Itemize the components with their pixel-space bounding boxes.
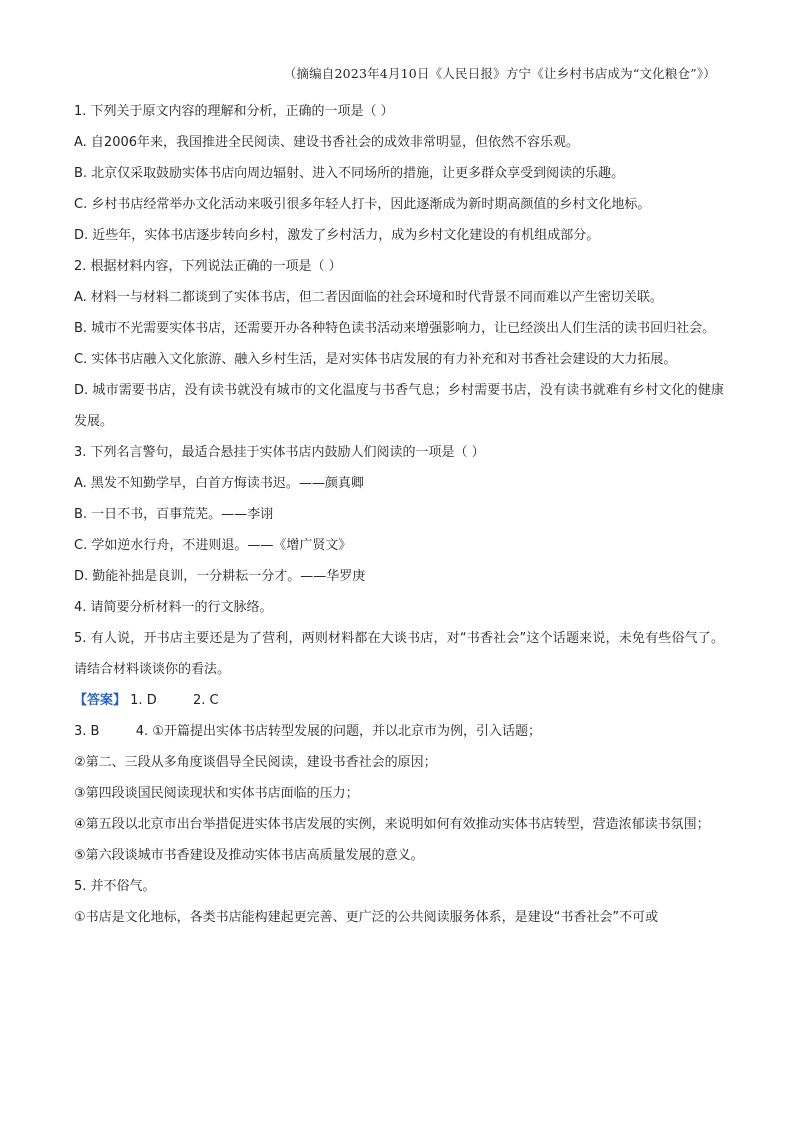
q1-option-b: B. 北京仅采取鼓励实体书店向周边辐射、进入不同场所的措施，让更多群众享受到阅读的乐趣。 xyxy=(74,166,625,181)
q2-option-c: C. 实体书店融入文化旅游、融入乡村生活，是对实体书店发展的有力补充和对书香社会建设的大力拓展。 xyxy=(74,352,677,367)
answer-4-point-4: ④第五段以北京市出台举措促进实体书店发展的实例，来说明如何有效推动实体书店转型，营造浓郁读书氛围； xyxy=(74,817,710,832)
q2-option-b: B. 城市不光需要实体书店，还需要开办各种特色读书活动来增强影响力，让已经淡出人们生活的读书回归社会。 xyxy=(74,321,716,336)
source-citation: （摘编自2023年4月10日《人民日报》方宁《让乡村书店成为“文化粮仓”》） xyxy=(283,66,716,81)
q1-stem: 1. 下列关于原文内容的理解和分析，正确的一项是（ ） xyxy=(74,104,394,119)
q2-stem: 2. 根据材料内容，下列说法正确的一项是（ ） xyxy=(74,259,342,274)
q3-option-d: D. 勤能补拙是良训，一分耕耘一分才。——华罗庚 xyxy=(74,569,366,584)
answer-4-point-5: ⑤第六段谈城市书香建设及推动实体书店高质量发展的意义。 xyxy=(74,848,424,863)
q1-option-d: D. 近些年，实体书店逐步转向乡村，激发了乡村活力，成为乡村文化建设的有机组成部分。 xyxy=(74,228,600,243)
answer-4-point-3: ③第四段谈国民阅读现状和实体书店面临的压力； xyxy=(74,786,359,801)
answer-line-2 xyxy=(74,716,724,747)
q3-option-c: C. 学如逆水行舟，不进则退。——《增广贤文》 xyxy=(74,538,352,553)
q3-stem: 3. 下列名言警句，最适合悬挂于实体书店内鼓励人们阅读的一项是（ ） xyxy=(74,445,485,460)
q5-stem: 5. 有人说，开书店主要还是为了营利，两则材料都在大谈书店，对“书香社会”这个话题来说，未免有些俗气了。请结合材料谈谈你的看法。 xyxy=(74,631,724,677)
q4-stem: 4. 请简要分析材料一的行文脉络。 xyxy=(74,600,273,615)
q3-option-b: B. 一日不书，百事荒芜。——李诩 xyxy=(74,507,274,522)
answer-1: 1. D xyxy=(130,693,157,708)
answer-tag: 【答案】 xyxy=(74,693,127,708)
q3-option-a: A. 黑发不知勤学早，白首方悔读书迟。——颜真卿 xyxy=(74,476,364,491)
answer-5-head: 5. 并不俗气。 xyxy=(74,879,156,894)
answer-3: 3. B xyxy=(74,724,100,739)
q2-option-d: D. 城市需要书店，没有读书就没有城市的文化温度与书香气息；乡村需要书店，没有读书就难有乡村文化的健康发展。 xyxy=(74,383,724,429)
q1-option-a: A. 自2006年来，我国推进全民阅读、建设书香社会的成效非常明显，但依然不容乐观。 xyxy=(74,135,580,150)
answer-2: 2. C xyxy=(192,693,219,708)
answer-line-1 xyxy=(74,685,724,716)
question-content xyxy=(74,96,724,933)
answer-5-point-1: ①书店是文化地标，各类书店能构建起更完善、更广泛的公共阅读服务体系，是建设“书香社会”不可或 xyxy=(74,910,659,925)
answer-4-head: 4. ①开篇提出实体书店转型发展的问题，并以北京市为例，引入话题； xyxy=(135,724,541,739)
answer-4-point-2: ②第二、三段从多角度谈倡导全民阅读，建设书香社会的原因； xyxy=(74,755,437,770)
q2-option-a: A. 材料一与材料二都谈到了实体书店，但二者因面临的社会环境和时代背景不同而难以产生密切关联。 xyxy=(74,290,663,305)
q1-option-c: C. 乡村书店经常举办文化活动来吸引很多年轻人打卡，因此逐渐成为新时期高颜值的乡村文化地标。 xyxy=(74,197,651,212)
